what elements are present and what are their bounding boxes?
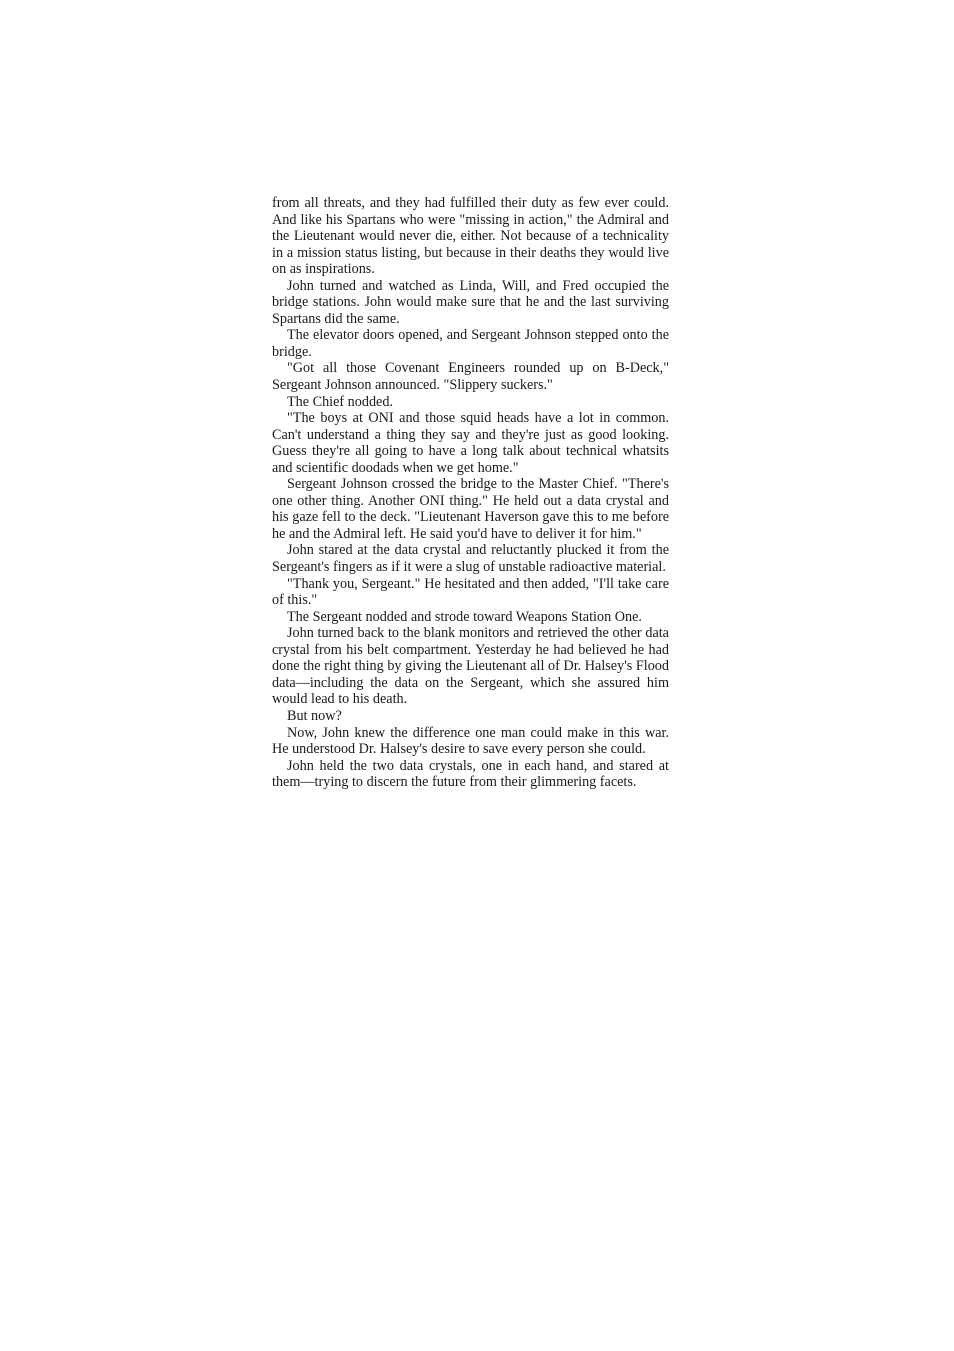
paragraph-11: John turned back to the blank monitors and retrieved the other data crystal from his belt compartment. Yesterday he had believed he had done the right thing by giving the Lieutenant all of Dr. Halsey's Flood data—including the data on the Sergeant, which she assured him would lead to his death. — [272, 625, 669, 708]
paragraph-3: The elevator doors opened, and Sergeant Johnson stepped onto the bridge. — [272, 327, 669, 360]
paragraph-5: The Chief nodded. — [287, 393, 393, 410]
paragraph-2: John turned and watched as Linda, Will, and Fred occupied the bridge stations. John would make sure that he and the last surviving Spartans did the same. — [272, 277, 669, 327]
paragraph-7: Sergeant Johnson crossed the bridge to the Master Chief. "There's one other thing. Another ONI thing." He held out a data crystal and his gaze fell to the deck. "Lieutenant Haverson gave this to me before he and the Admiral left. He said you'd have to deliver it for him." — [272, 476, 669, 542]
paragraph-10: The Sergeant nodded and strode toward Weapons Station One. — [287, 608, 642, 625]
page-body — [272, 195, 669, 791]
paragraph-4: "Got all those Covenant Engineers rounded up on B-Deck," Sergeant Johnson announced. "Slippery suckers." — [272, 360, 669, 394]
paragraph-8: John stared at the data crystal and reluctantly plucked it from the Sergeant's fingers as if it were a slug of unstable radioactive material. — [272, 542, 669, 576]
paragraph-12: But now? — [287, 707, 342, 724]
paragraph-6: "The boys at ONI and those squid heads have a lot in common. Can't understand a thing they say and they're just as good looking. Guess they're all going to have a long talk about technical whatsits and scientific doodads when we get home." — [272, 410, 669, 476]
paragraph-9: "Thank you, Sergeant." He hesitated and then added, "I'll take care of this." — [272, 575, 669, 609]
paragraph-14: John held the two data crystals, one in each hand, and stared at them—trying to discern the future from their glimmering facets. — [272, 757, 669, 791]
paragraph-13: Now, John knew the difference one man could make in this war. He understood Dr. Halsey's desire to save every person she could. — [272, 724, 669, 758]
paragraph-1: from all threats, and they had fulfilled their duty as few ever could. And like his Spartans who were "missing in action," the Admiral and the Lieutenant would never die, either. Not because of a technicality in a mission status listing, but because in their deaths they would live on as inspirations. — [272, 195, 669, 278]
